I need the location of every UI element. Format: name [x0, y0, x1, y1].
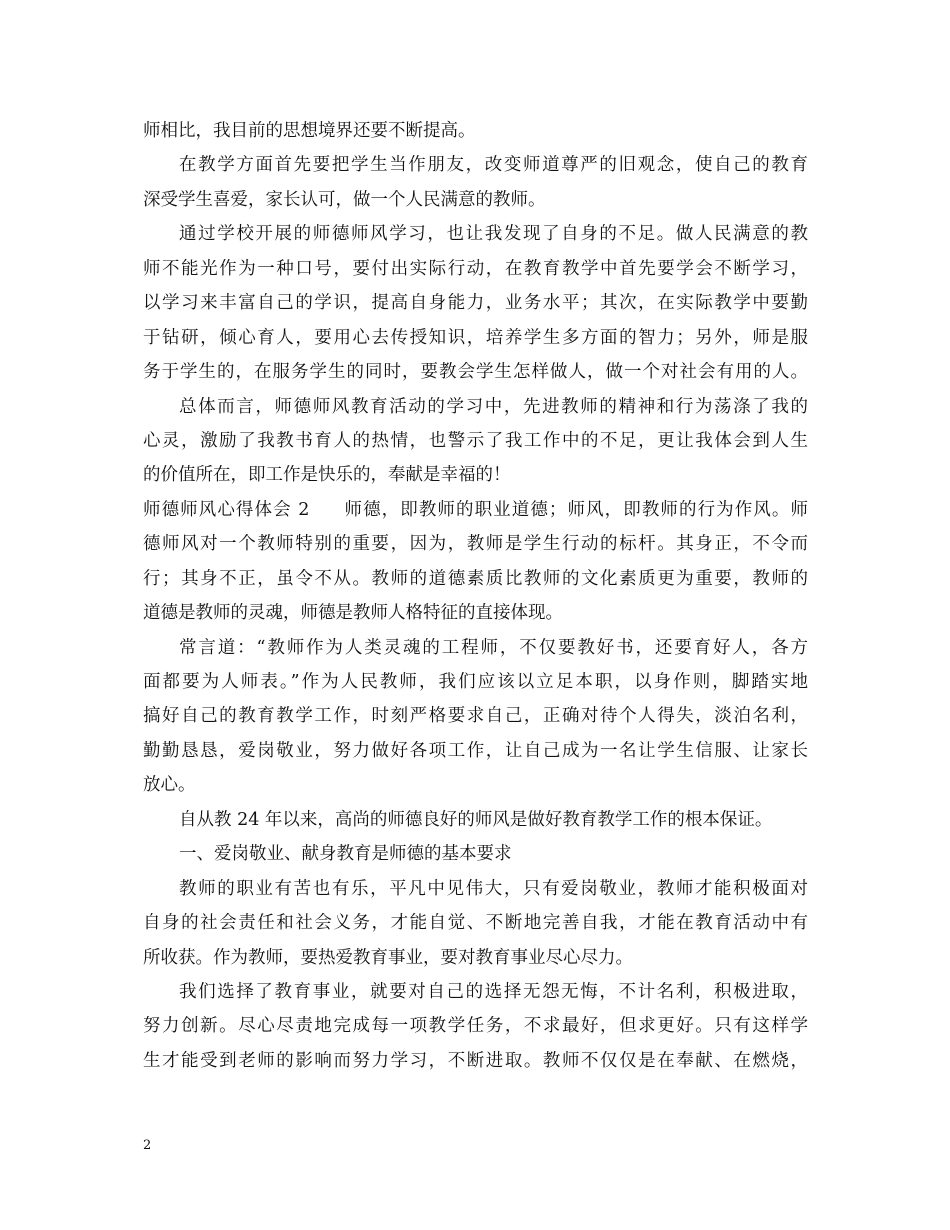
text-line: 搞好自己的教育教学工作，时刻严格要求自己，正确对待个人得失，淡泊名利，	[143, 706, 808, 727]
text-line: 行；其身不正，虽令不从。教师的道德素质比教师的文化素质更为重要，教师的	[143, 568, 808, 589]
text-line: 的价值所在，即工作是快乐的，奉献是幸福的！	[143, 465, 511, 486]
text-line: 师不能光作为一种口号，要付出实际行动，在教育教学中首先要学会不断学习，	[143, 258, 808, 279]
text-line: 德师风对一个教师特别的重要，因为，教师是学生行动的标杆。其身正，不令而	[143, 534, 808, 555]
text-line: 心灵，激励了我教书育人的热情，也警示了我工作中的不足，更让我体会到人生	[143, 430, 808, 451]
text-line: 深受学生喜爱，家长认可，做一个人民满意的教师。	[143, 189, 546, 210]
text-line: 勤勤恳恳，爱岗敬业，努力做好各项工作，让自己成为一名让学生信服、让家长	[143, 740, 808, 761]
text-line: 一、爱岗敬业、献身教育是师德的基本要求	[179, 844, 512, 865]
text-line: 通过学校开展的师德师风学习，也让我发现了自身的不足。做人民满意的教	[179, 224, 808, 245]
text-line: 在教学方面首先要把学生当作朋友，改变师道尊严的旧观念，使自己的教育	[179, 155, 808, 176]
text-line: 生才能受到老师的影响而努力学习，不断进取。教师不仅仅是在奉献、在燃烧，	[143, 1050, 808, 1071]
section-heading: 师德师风心得体会 2	[143, 499, 310, 520]
text-line: 面都要为人师表。”作为人民教师，我们应该以立足本职，以身作则，脚踏实地	[143, 672, 808, 692]
text-line: 常言道：“教师作为人类灵魂的工程师，不仅要教好书，还要育好人，各方	[179, 637, 808, 658]
text-line: 我们选择了教育事业，就要对自己的选择无怨无悔，不计名利，积极进取，	[179, 981, 808, 1002]
text-line: 努力创新。尽心尽责地完成每一项教学任务，不求最好，但求更好。只有这样学	[143, 1016, 808, 1037]
page-number: 2	[143, 1138, 152, 1153]
body-text	[143, 114, 808, 1078]
text-line: 自从教 24 年以来，高尚的师德良好的师风是做好教育教学工作的根本保证。	[179, 809, 773, 830]
heading-line	[143, 493, 808, 527]
text-line: 于钻研，倾心育人，要用心去传授知识，培养学生多方面的智力；另外，师是服	[143, 327, 808, 348]
text-line: 以学习来丰富自己的学识，提高自身能力，业务水平；其次，在实际教学中要勤	[143, 293, 808, 314]
text-line: 所收获。作为教师，要热爱教育事业，要对教育事业尽心尽力。	[143, 947, 633, 968]
text-line: 自身的社会责任和社会义务，才能自觉、不断地完善自我，才能在教育活动中有	[143, 913, 808, 934]
text-line: 道德是教师的灵魂，师德是教师人格特征的直接体现。	[143, 603, 563, 624]
text-line: 师相比，我目前的思想境界还要不断提高。	[143, 121, 476, 141]
text-line: 务于学生的，在服务学生的同时，要教会学生怎样做人，做一个对社会有用的人。	[143, 362, 808, 383]
text-line: 师德，即教师的职业道德；师风，即教师的行为作风。师	[343, 499, 808, 520]
text-line: 放心。	[143, 775, 196, 796]
text-line: 总体而言，师德师风教育活动的学习中，先进教师的精神和行为荡涤了我的	[179, 396, 808, 417]
text-line: 教师的职业有苦也有乐，平凡中见伟大，只有爱岗敬业，教师才能积极面对	[179, 878, 808, 899]
